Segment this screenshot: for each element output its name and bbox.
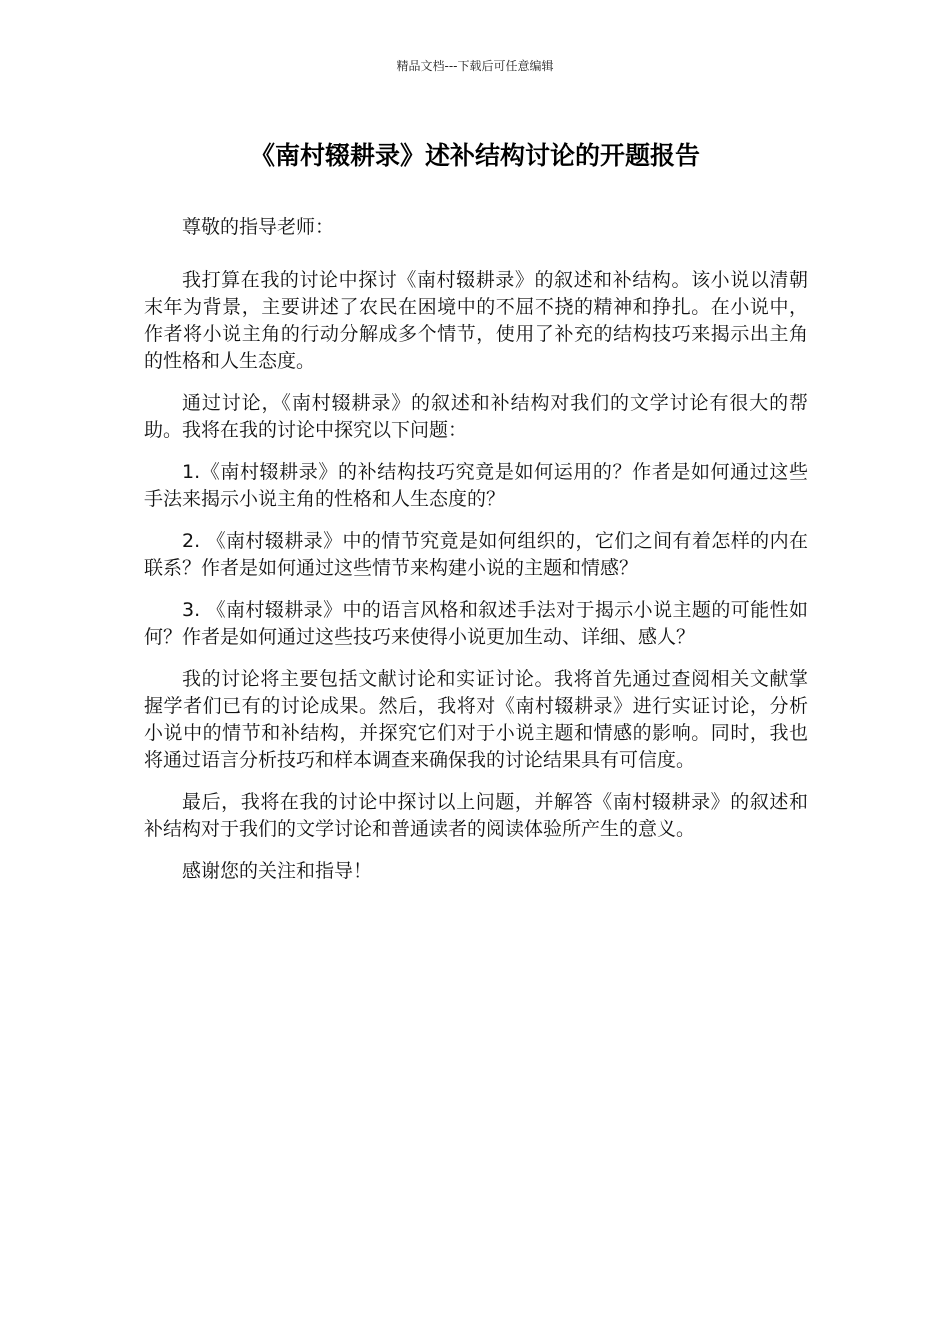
paragraph-intro: 我打算在我的讨论中探讨《南村辍耕录》的叙述和补结构。该小说以清朝末年为背景，主要讲述了农民在困境中的不屈不挠的精神和挣扎。在小说中，作者将小说主角的行动分解成多个情节，使用了补充的结构技巧来揭示出主角的性格和人生态度。 <box>144 269 808 372</box>
document-title: 《南村辍耕录》述补结构讨论的开题报告 <box>249 141 700 170</box>
paragraph-conclusion: 最后，我将在我的讨论中探讨以上问题，并解答《南村辍耕录》的叙述和补结构对于我们的文学讨论和普通读者的阅读体验所产生的意义。 <box>144 791 808 840</box>
paragraph-question-3: 3. 《南村辍耕录》中的语言风格和叙述手法对于揭示小说主题的可能性如何？作者是如何通过这些技巧来使得小说更加生动、详细、感人？ <box>144 599 808 648</box>
paragraph-question-1: 1.《南村辍耕录》的补结构技巧究竟是如何运用的？作者是如何通过这些手法来揭示小说主角的性格和人生态度的？ <box>144 461 808 510</box>
paragraph-purpose: 通过讨论，《南村辍耕录》的叙述和补结构对我们的文学讨论有很大的帮助。我将在我的讨论中探究以下问题： <box>144 392 808 441</box>
paragraph-question-2: 2. 《南村辍耕录》中的情节究竟是如何组织的，它们之间有着怎样的内在联系？作者是如何通过这些情节来构建小说的主题和情感？ <box>144 530 808 579</box>
paragraph-method: 我的讨论将主要包括文献讨论和实证讨论。我将首先通过查阅相关文献掌握学者们已有的讨论成果。然后，我将对《南村辍耕录》进行实证讨论，分析小说中的情节和补结构，并探究它们对于小说主题和情感的影响。同时，我也将通过语言分析技巧和样本调查来确保我的讨论结果具有可信度。 <box>144 668 808 771</box>
salutation: 尊敬的指导老师： <box>182 216 335 238</box>
header-note: 精品文档---下载后可任意编辑 <box>396 59 554 73</box>
paragraph-thanks: 感谢您的关注和指导！ <box>182 860 373 882</box>
document-body <box>144 214 808 900</box>
